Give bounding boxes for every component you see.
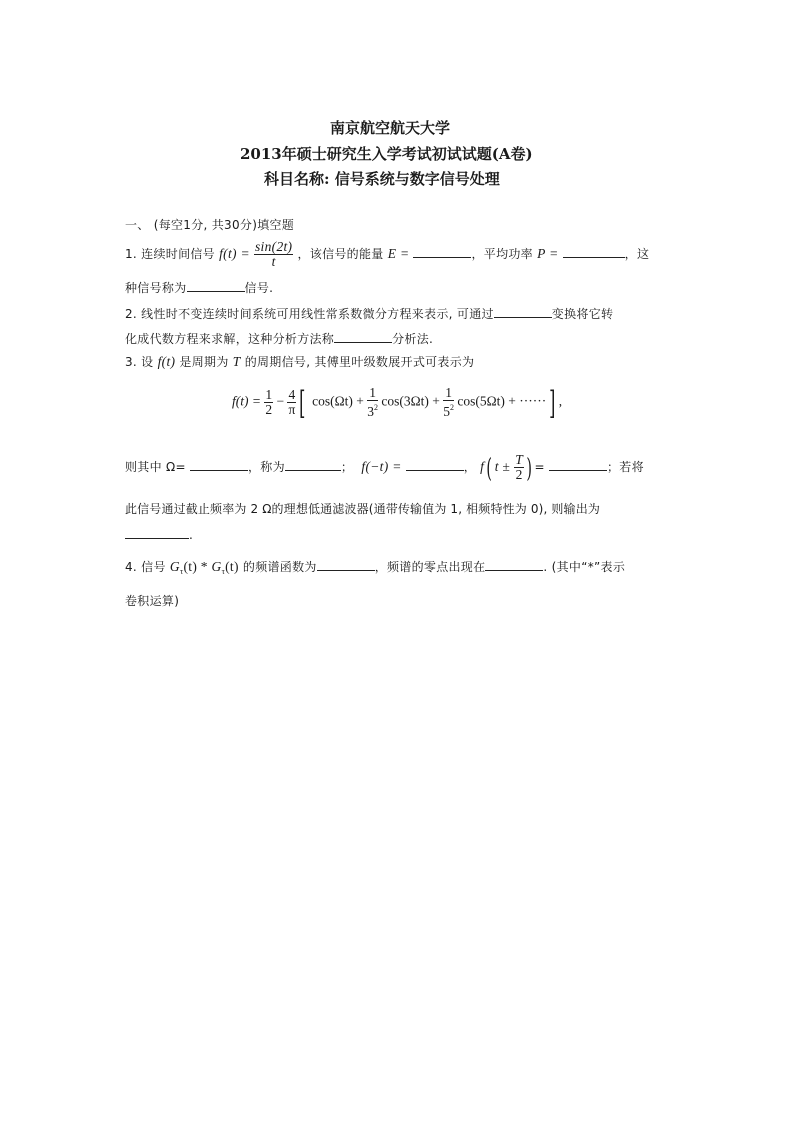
q1-prefix: 1. 连续时间信号 — [125, 247, 215, 261]
q3-blank-fneg[interactable] — [406, 458, 464, 471]
eq-term3: cos(5Ωt) + ······ — [457, 393, 547, 409]
eq-c2 — [367, 386, 378, 419]
question-1-line-2 — [125, 279, 273, 296]
q1-frac-den: t — [271, 254, 276, 269]
q3-f-t: f(t) — [157, 354, 176, 369]
q4-blank-zeros[interactable] — [485, 558, 543, 571]
q3-comma: ， — [463, 460, 477, 474]
eq-right-bracket: ] — [549, 383, 556, 422]
question-3-line-3 — [125, 453, 644, 484]
q3-called: ，称为 — [247, 460, 285, 474]
q2-line1-suffix: 变换将它转 — [551, 307, 614, 321]
q4-suffix: . (其中“*”表示 — [543, 560, 626, 574]
eq-c2-den: $3^2$ — [367, 403, 378, 419]
q2-blank-transform[interactable] — [494, 305, 552, 318]
eq-c2-num: 1 — [369, 385, 376, 400]
question-4-line-2: 卷积运算) — [125, 594, 180, 608]
q3-f-shift: f — [480, 459, 485, 474]
q3-line3-suffix: ；若将 — [607, 460, 644, 474]
fourier-series-equation — [232, 383, 563, 422]
q1-blank-energy[interactable] — [413, 245, 471, 258]
q1-energy-var: E = — [387, 246, 410, 261]
eq-half-num: 1 — [265, 387, 273, 402]
question-3-line-1 — [125, 353, 474, 370]
q3-blank-fshift[interactable] — [549, 458, 607, 471]
q1-mid3: ，这 — [624, 247, 650, 261]
exam-title: 2013年硕士研究生入学考试初试试题(A卷) — [240, 145, 533, 163]
eq-lhs: f(t) = — [232, 393, 261, 409]
eq-term2: cos(3Ωt) — [381, 393, 429, 409]
university-name: 南京航空航天大学 — [330, 119, 451, 137]
q3-period-var: T — [232, 354, 241, 369]
subject-name: 科目名称: 信号系统与数字信号处理 — [264, 170, 500, 188]
q1-power-var: P = — [537, 246, 559, 261]
eq-half — [264, 388, 273, 417]
q2-line1-prefix: 2. 线性时不变连续时间系统可用线性常系数微分方程来表示, 可通过 — [125, 307, 494, 321]
q3-mid2: 的周期信号, 其傅里叶级数展开式可表示为 — [244, 355, 475, 369]
eq-plus-2: + — [432, 393, 440, 409]
q3-shift-t: t ± — [494, 459, 511, 474]
eq-minus: − — [276, 393, 285, 409]
q4-conv-expr: $G_\tau(t) * G_\tau(t)$ — [169, 559, 239, 576]
q2-line2-suffix: 分析法. — [392, 332, 434, 346]
q3-shift-frac — [514, 453, 524, 482]
q3-blank-omega[interactable] — [190, 458, 248, 471]
q3-shift-num: T — [515, 452, 524, 467]
q3-omega-prefix: 则其中 Ω= — [125, 460, 186, 474]
q1-blank-type[interactable] — [187, 279, 245, 292]
q3-blank-output[interactable] — [125, 526, 189, 539]
q4-mid2: ，频谱的零点出现在 — [374, 560, 486, 574]
question-3-line-4: 此信号通过截止频率为 2 Ω的理想低通滤波器(通带传输值为 1, 相频特性为 0), 则输出为 — [125, 502, 601, 516]
q1-mid1: ，该信号的能量 — [297, 247, 384, 261]
eq-c3 — [443, 386, 454, 419]
q3-eq: = — [534, 460, 545, 474]
section-heading: 一、 (每空1分, 共30分)填空题 — [125, 218, 295, 232]
q1-blank-power[interactable] — [563, 245, 625, 258]
q3-f-neg: f(−t) = — [361, 459, 402, 474]
eq-c3-num: 1 — [445, 385, 453, 400]
q2-line2-prefix: 化成代数方程来求解，这种分析方法称 — [125, 332, 335, 346]
eq-c3-den: $5^2$ — [443, 403, 455, 419]
eq-term1: cos(Ωt) — [312, 393, 353, 409]
q3-right-paren: ) — [526, 454, 533, 484]
question-4-line-1 — [125, 558, 625, 576]
q2-blank-method[interactable] — [334, 330, 392, 343]
q4-prefix: 4. 信号 — [125, 560, 166, 574]
question-2-line-1 — [125, 305, 613, 322]
q1-line2-prefix: 种信号称为 — [125, 281, 187, 295]
q1-line2-suffix: 信号. — [244, 281, 274, 295]
q3-prefix: 3. 设 — [125, 355, 154, 369]
q3-line5-suffix: . — [189, 528, 194, 542]
question-2-line-2 — [125, 330, 433, 347]
q3-mid1: 是周期为 — [179, 355, 229, 369]
eq-half-den: 2 — [265, 402, 273, 417]
q1-fraction — [254, 240, 293, 269]
q3-shift-den: 2 — [515, 467, 523, 482]
q1-mid2: ，平均功率 — [471, 247, 533, 261]
q1-formula-lhs: f(t) = — [219, 246, 250, 261]
eq-end: , — [558, 393, 563, 409]
q3-blank-name[interactable] — [285, 458, 341, 471]
eq-left-bracket: [ — [299, 383, 306, 422]
question-3-line-5 — [125, 526, 193, 542]
q3-semicolon: ； — [340, 460, 354, 474]
q3-left-paren: ( — [486, 454, 493, 484]
q1-frac-num: sin(2t) — [255, 239, 293, 254]
eq-coef-den: π — [288, 402, 296, 417]
eq-plus-1: + — [356, 393, 364, 409]
q4-mid1: 的频谱函数为 — [242, 560, 317, 574]
eq-coef-num: 4 — [288, 387, 296, 402]
q4-blank-spectrum[interactable] — [317, 558, 375, 571]
question-1-line-1 — [125, 240, 649, 269]
eq-coef — [287, 388, 296, 417]
